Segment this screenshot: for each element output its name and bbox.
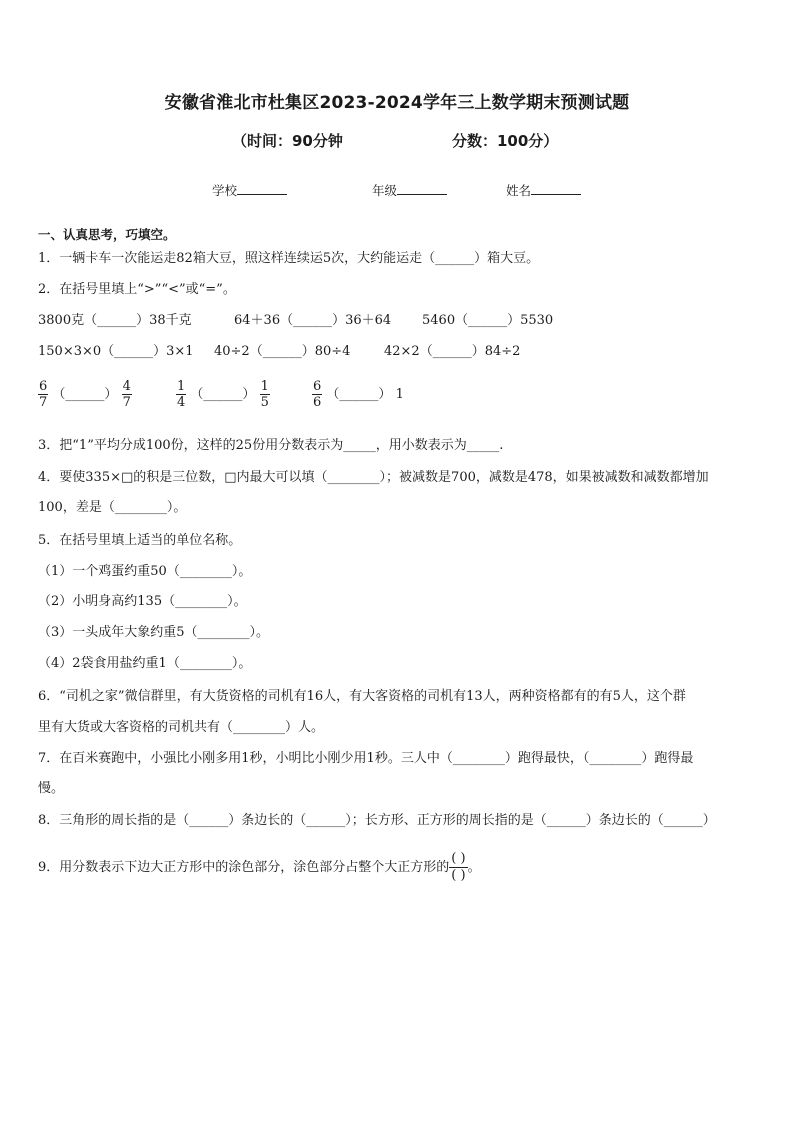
- fraction: $\frac{1}{4}$: [177, 379, 186, 410]
- question-5: 5．在括号里填上适当的单位名称。: [38, 533, 242, 548]
- q2-item-f: 42×2（______）84÷2: [384, 344, 521, 359]
- question-5-3: （3）一头成年大象约重5（________）。: [38, 625, 270, 640]
- question-2: 2．在括号里填上“>”“<”或“=”。: [38, 282, 236, 297]
- q2-fraction-row: [176, 379, 270, 410]
- q2-item-b: 64＋36（______）36＋64: [234, 313, 392, 328]
- question-7-line-2: 慢。: [38, 781, 65, 796]
- q2-fraction-row: [38, 379, 132, 410]
- fraction: $\frac{6}{7}$: [39, 379, 48, 410]
- answer-blank: （______）: [190, 387, 256, 402]
- answer-blank: （______）: [52, 387, 118, 402]
- question-6-line-1: 6．“司机之家”微信群里，有大货资格的司机有16人，有大客资格的司机有13人，两种资格都有的有5人，这个群: [38, 689, 686, 704]
- question-5-2: （2）小明身高约135（________）。: [38, 594, 247, 609]
- school-blank: [237, 182, 287, 195]
- name-blank: [531, 182, 581, 195]
- question-6-line-2: 里有大货或大客资格的司机共有（________）人。: [38, 720, 325, 735]
- question-9-text: 9．用分数表示下边大正方形中的涂色部分，涂色部分占整个大正方形的: [38, 860, 450, 875]
- question-5-4: （4）2袋食用盐约重1（________）。: [38, 656, 252, 671]
- q2-fraction-row: [312, 379, 404, 410]
- q2-item-a: 3800克（______）38千克: [38, 313, 192, 328]
- question-1: 1．一辆卡车一次能运走82箱大豆，照这样连续运5次，大约能运走（______）箱大豆。: [38, 251, 540, 266]
- section-heading: 一、认真思考，巧填空。: [38, 227, 176, 242]
- question-3: 3．把“1”平均分成100份，这样的25份用分数表示为_____，用小数表示为_____.: [38, 438, 504, 453]
- q2-item-c: 5460（______）5530: [422, 313, 554, 328]
- question-7-line-1: 7．在百米赛跑中，小强比小刚多用1秒，小明比小刚少用1秒。三人中（________）跑得最快，（________）跑得最: [38, 751, 694, 766]
- q2-item-e: 40÷2（______）80÷4: [214, 344, 351, 359]
- name-label: 姓名: [506, 183, 532, 198]
- q2-item-d: 150×3×0（______）3×1: [38, 344, 194, 359]
- fraction: $\frac{4}{7}$: [122, 379, 131, 410]
- answer-blank: （______）: [326, 387, 392, 402]
- name-field: [506, 181, 581, 199]
- question-4-line-1: 4．要使335×□的积是三位数，□内最大可以填（________）；被减数是700，减数是478，如果被减数和减数都增加: [38, 470, 709, 485]
- school-label: 学校: [212, 183, 238, 198]
- page-title: 安徽省淮北市杜集区2023-2024学年三上数学期末预测试题: [164, 93, 630, 113]
- answer-fraction: ( ) ( ): [451, 851, 466, 883]
- question-4-line-2: 100，差是（________）。: [38, 500, 187, 515]
- question-9: [38, 851, 481, 884]
- fraction: $\frac{1}{5}$: [260, 379, 269, 410]
- grade-label: 年级: [372, 183, 398, 198]
- number: 1: [395, 387, 404, 402]
- school-field: [212, 181, 287, 199]
- grade-field: [372, 181, 447, 199]
- exam-score: 分数：100分）: [452, 132, 559, 150]
- question-5-1: （1）一个鸡蛋约重50（________）。: [38, 564, 252, 579]
- question-9-end: 。: [467, 860, 481, 875]
- grade-blank: [397, 182, 447, 195]
- fraction: $\frac{6}{6}$: [313, 379, 322, 410]
- exam-time: （时间：90分钟: [232, 132, 343, 150]
- question-8: 8．三角形的周长指的是（______）条边长的（______）；长方形、正方形的周长指的是（______）条边长的（______）: [38, 813, 716, 828]
